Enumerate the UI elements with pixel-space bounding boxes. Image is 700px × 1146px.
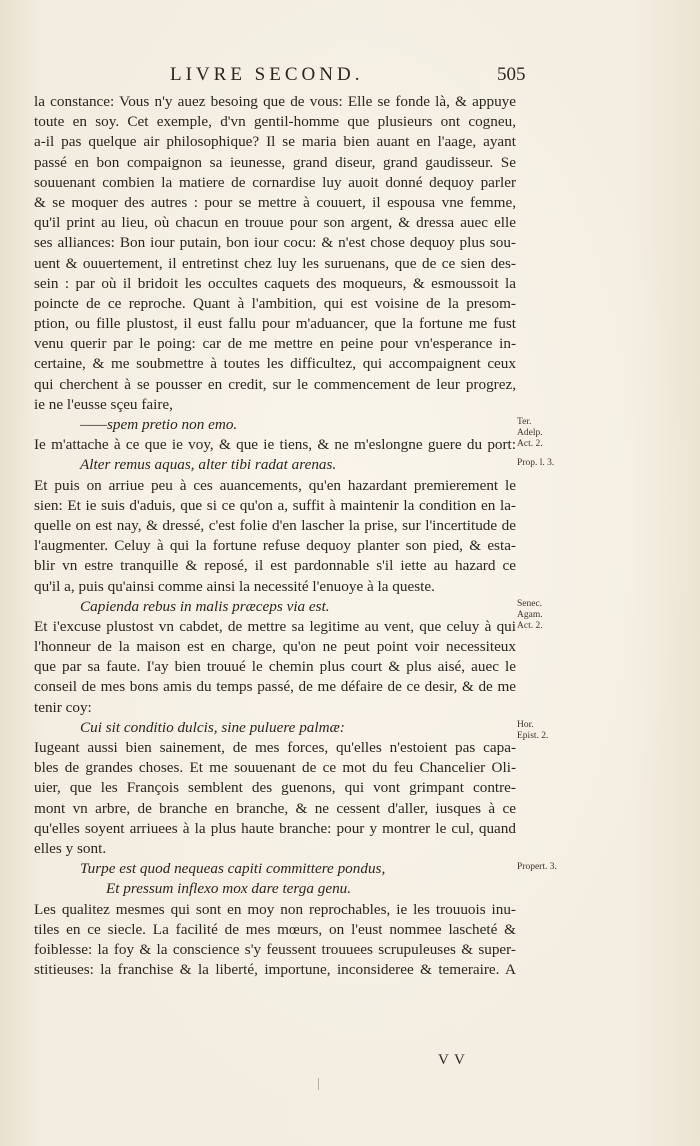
margin-note-line: Hor. — [517, 720, 534, 731]
text-line: toute en soy. Cet exemple, d'vn gentil-homme que plusieurs ont cogneu, — [34, 113, 516, 131]
text-line: qu'il a, puis qu'ainsi comme ainsi la necessité l'enuoye à la queste. — [34, 577, 435, 595]
margin-note-line: Act. 2. — [517, 621, 543, 631]
text-line: Les qualitez mesmes qui sont en moy non reprochables, ie les trouuois inu- — [34, 900, 516, 918]
text-line: quelle on est nay, & dressé, c'est folie d'en lascher la prise, sur l'incertitude de — [34, 516, 516, 534]
text-line: uent & ouuertement, il entretinst chez luy les suruenans, que de ce sien des- — [34, 254, 516, 272]
text-line: ie ne l'eusse sçeu faire, — [34, 395, 173, 413]
text-line: Et puis on arriue peu à ces auancements, qu'en hazardant premierement le — [34, 476, 516, 494]
page-number: 505 — [497, 64, 526, 85]
verse-line: Alter remus aquas, alter tibi radat arenas. — [80, 456, 337, 474]
verse-line: Et pressum inflexo mox dare terga genu. — [106, 880, 352, 898]
running-head: LIVRE SECOND. — [170, 64, 364, 85]
text-line: Et i'excuse plustost vn cabdet, de mettre sa legitime au vent, que celuy à qui — [34, 617, 516, 635]
text-line: la constance: Vous n'y auez besoing que de vous: Elle se fonde là, & appuye — [34, 93, 516, 110]
text-line: qu'elles soyent arriuees à la plus haute branche: pour y montrer le cul, quand — [34, 819, 516, 837]
margin-note — [517, 862, 557, 873]
margin-note-line: Propert. 3. — [517, 861, 557, 872]
margin-note-line: Senec. — [517, 599, 543, 609]
text-line: l'honneur de la maison est en charge, qu'on ne peut point voir necessiteux — [34, 638, 516, 656]
verse-line: Capienda rebus in malis præceps via est. — [80, 597, 330, 615]
text-line: blir vn estre tranquille & reposé, il est pardonnable s'il iette au hazard ce — [34, 557, 516, 575]
margin-note — [517, 599, 543, 632]
text-line: l'augmenter. Celuy à qui la fortune refuse dequoy planter son pied, & esta- — [34, 537, 516, 555]
text-line: qu'il print au lieu, où chacun en trouue pour son argent, & dressa auec elle — [34, 214, 516, 232]
text-line: ption, ou fille plustost, il eust fallu pour m'aduancer, que la fortune me fust — [34, 315, 516, 333]
text-line: sien: Et ie suis d'aduis, que si ce qu'on a, suffit à maintenir la condition en la- — [34, 496, 516, 514]
text-line: & se moquer des autres : pour se mettre à couuert, il espousa vne femme, — [34, 193, 516, 211]
text-line: poincte de ce reproche. Quant à l'ambition, qui est voisine de la presom- — [34, 294, 516, 312]
text-line: passé en bon compaignon sa ieunesse, grand diseur, grand gaudisseur. Se — [34, 153, 516, 171]
margin-note-line: Prop. l. 3. — [517, 457, 555, 468]
text-line: certaine, & me soubmettre à toutes les difficultez, qui accompaignent ceux — [34, 355, 516, 373]
page-mark — [318, 1078, 319, 1090]
text-line: souuenant combien la matiere de cornardise luy auoit donné dequoy parler — [34, 173, 516, 191]
verse-line: Cui sit conditio dulcis, sine puluere palmæ: — [80, 718, 345, 736]
verse-line: ——spem pretio non emo. — [80, 416, 238, 433]
margin-note-line: Act. 2. — [517, 439, 543, 450]
text-line: Ie m'attache à ce que ie voy, & que ie tiens, & ne m'eslongne guere du port: — [34, 436, 516, 454]
body-text — [34, 92, 516, 980]
margin-note-line: Epist. 2. — [517, 731, 549, 742]
text-line: tiles en ce siecle. La facilité de mes mœurs, on l'eust nommee lascheté & — [34, 920, 516, 938]
margin-note — [517, 458, 554, 469]
text-line: que par sa faute. I'ay bien trouué le chemin plus court & plus aisé, auec le — [34, 658, 516, 676]
signature-mark: V V — [438, 1052, 466, 1068]
text-line: sein : par où il bridoit les occultes caquets des moqueurs, & esmoussoit la — [34, 274, 516, 292]
page-header — [0, 64, 700, 90]
margin-note-line: Adelp. — [517, 428, 543, 439]
text-line: elles y sont. — [34, 839, 107, 857]
text-line: ses alliances: Bon iour putain, bon iour cocu: & n'est chose dequoy plus sou- — [34, 234, 516, 252]
text-line: uier, que les François semblent des guenons, qui vont grimpant contre- — [34, 779, 516, 797]
margin-note-line: Ter. — [517, 417, 532, 428]
text-line: Iugeant aussi bien sainement, de mes forces, qu'elles n'estoient pas capa- — [34, 739, 516, 756]
text-line: tenir coy: — [34, 698, 92, 716]
margin-note-line: Agam. — [517, 610, 543, 620]
margin-note — [517, 720, 548, 742]
text-line: venu querir par le poing: car de me mettre en peine pour vn'esperance in- — [34, 335, 516, 353]
text-line: conseil de mes bons amis du temps passé, de me défaire de ce desir, & de me — [34, 678, 516, 696]
text-line: a-il pas quelque air philosophique? Il se maria bien auant en l'aage, ayant — [34, 133, 516, 151]
verse-line: Turpe est quod nequeas capiti committere pondus, — [80, 860, 386, 878]
text-line: mont vn arbre, de branche en branche, & ne cessent d'aller, iusques à ce — [34, 799, 516, 817]
text-line: qui cherchent à se pousser en credit, sur le commencement de leur progrez, — [34, 375, 516, 393]
text-line: stitieuses: la franchise & la liberté, importune, inconsideree & temeraire. A — [34, 961, 516, 979]
text-line: bles de grandes choses. Et me souuenant de ce mot du feu Chancelier Oli- — [34, 759, 516, 777]
text-line: foiblesse: la foy & la conscience s'y feussent trouuees scrupuleuses & super- — [34, 940, 516, 958]
margin-note — [517, 417, 543, 450]
